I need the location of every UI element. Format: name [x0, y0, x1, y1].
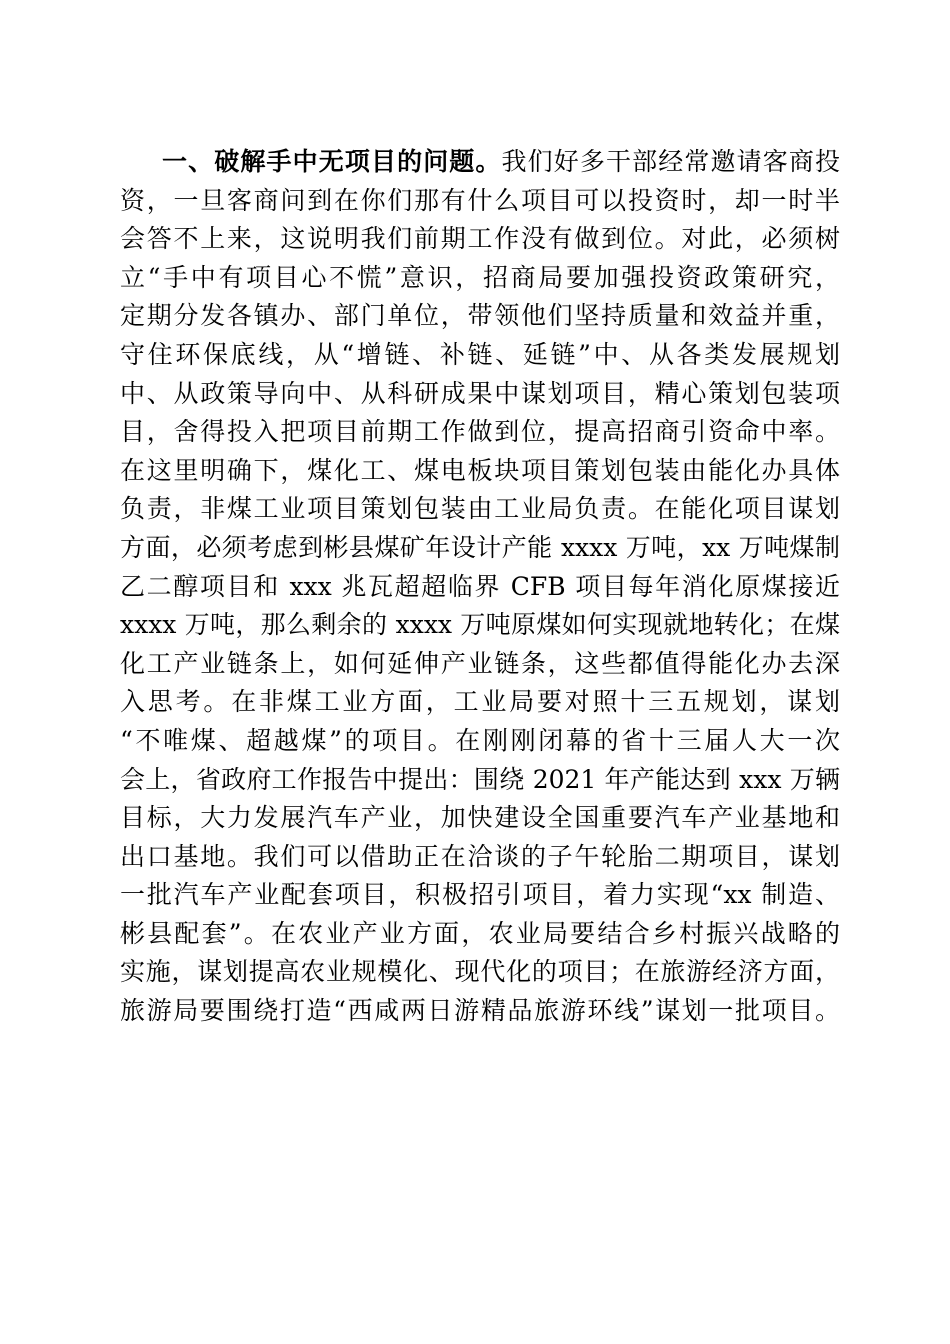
- text-line: 守住环保底线，从“增链、补链、延链”中、从各类发展规划: [120, 339, 840, 369]
- text-line: xxxx 万吨，那么剩余的 xxxx 万吨原煤如何实现就地转化；在煤: [120, 610, 840, 640]
- text-line: 负责，非煤工业项目策划包装由工业局负责。在能化项目谋划: [120, 494, 840, 524]
- paragraph-first-line: [120, 143, 840, 182]
- section-heading: 一、破解手中无项目的问题。: [162, 147, 502, 176]
- text-line: 定期分发各镇办、部门单位，带领他们坚持质量和效益并重，: [120, 301, 840, 331]
- text-line: 一批汽车产业配套项目，积极招引项目，着力实现“xx 制造、: [120, 880, 840, 910]
- text-line: 彬县配套”。在农业产业方面，农业局要结合乡村振兴战略的: [120, 918, 840, 948]
- text-line: 化工产业链条上，如何延伸产业链条，这些都值得能化办去深: [120, 648, 840, 678]
- text-line: 在这里明确下，煤化工、煤电板块项目策划包装由能化办具体: [120, 455, 840, 485]
- text-line: 立“手中有项目心不慌”意识，招商局要加强投资政策研究，: [120, 262, 840, 292]
- text-line: 资，一旦客商问到在你们那有什么项目可以投资时，却一时半: [120, 185, 840, 215]
- text-line: 会上，省政府工作报告中提出：围绕 2021 年产能达到 xxx 万辆: [120, 764, 840, 794]
- text-line: 出口基地。我们可以借助正在洽谈的子午轮胎二期项目，谋划: [120, 841, 840, 871]
- text-line: 会答不上来，这说明我们前期工作没有做到位。对此，必须树: [120, 224, 840, 254]
- text-line: 目标，大力发展汽车产业，加快建设全国重要汽车产业基地和: [120, 803, 840, 833]
- body-paragraph: [120, 143, 840, 1031]
- text-line: 中、从政策导向中、从科研成果中谋划项目，精心策划包装项: [120, 378, 840, 408]
- text-line: 目，舍得投入把项目前期工作做到位，提高招商引资命中率。: [120, 417, 840, 447]
- text-line: 乙二醇项目和 xxx 兆瓦超超临界 CFB 项目每年消化原煤接近: [120, 571, 840, 601]
- text-line: “不唯煤、超越煤”的项目。在刚刚闭幕的省十三届人大一次: [120, 725, 840, 755]
- text-line: 方面，必须考虑到彬县煤矿年设计产能 xxxx 万吨，xx 万吨煤制: [120, 532, 840, 562]
- text-line: 实施，谋划提高农业规模化、现代化的项目；在旅游经济方面，: [120, 957, 840, 987]
- text-line: 入思考。在非煤工业方面，工业局要对照十三五规划，谋划: [120, 687, 840, 717]
- text-line: 旅游局要围绕打造“西咸两日游精品旅游环线”谋划一批项目。: [120, 996, 840, 1026]
- first-line-text: 我们好多干部经常邀请客商投: [501, 147, 840, 176]
